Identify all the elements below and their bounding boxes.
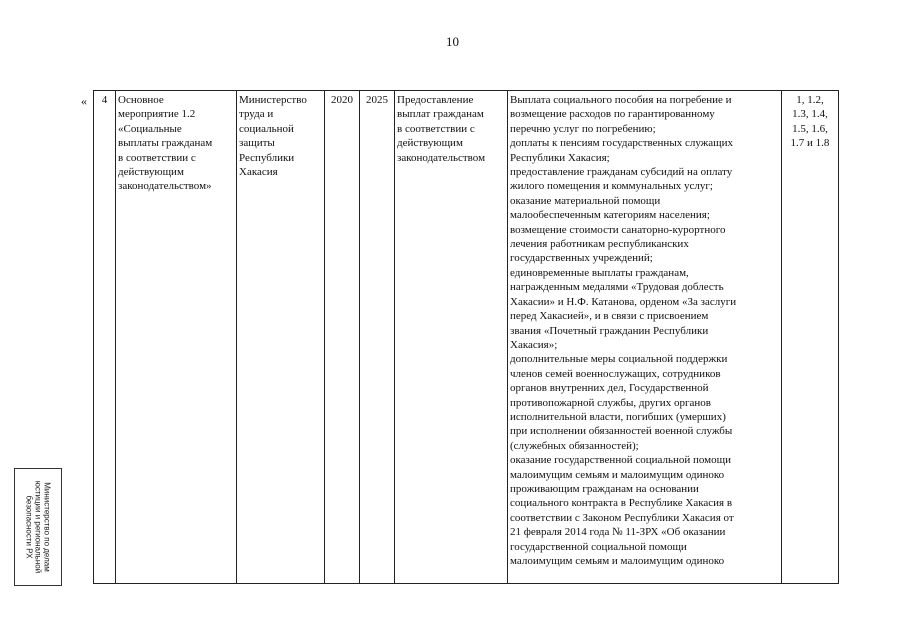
- measure-cell: [116, 91, 237, 584]
- indicators-text: 1, 1.2, 1.3, 1.4, 1.5, 1.6, 1.7 и 1.8: [790, 94, 830, 150]
- directions-cell: [508, 91, 782, 584]
- end-year: 2025: [366, 94, 388, 106]
- indicators-cell: [782, 91, 839, 584]
- start-year-cell: [325, 91, 360, 584]
- measure-text: Основное мероприятие 1.2 «Социальные выплаты гражданам в соответствии с действующим законодательством»: [118, 94, 213, 193]
- executor-text: Министерство труда и социальной защиты Республики Хакасия: [239, 94, 307, 179]
- program-table: [93, 90, 839, 584]
- page-number: 10: [446, 34, 459, 49]
- opening-quote-mark: «: [81, 94, 87, 108]
- directions-text: Выплата социального пособия на погребение и возмещение расходов по гарантированному перечню услуг по погребению; доплаты к пенсиям государственных служащих Республики Хакасия; предоставление гражданам субсидий на оплату жилого помещения и коммунальных услуг; оказание материальной помощи малообеспеченным категориям населения; возмещение стоимости санаторно-курортного лечения работникам республиканских государственных учреждений; единовременные выплаты гражданам, награжденным медалями «Трудовая доблесть Хакасии» и Н.Ф. Катанова, орденом «За заслуги перед Хакасией», и в связи с присвоением звания «Почетный гражданин Республики Хакасия»; дополнительные меры социальной поддержки членов семей военнослужащих, сотрудников органов внутренних дел, Государственной противопожарной службы, других органов исполнительной власти, погибших (умерших) при исполнении обязанностей военной службы (служебных обязанностей); оказание государственной социальной помощи малоимущим семьям и малоимущим одиноко проживающим гражданам на основании социального контракта в Республике Хакасия в соответствии с Законом Республики Хакасия от 21 февраля 2014 года № 11-ЗРХ «Об оказании государственной социальной помощи малоимущим семьям и малоимущим одиноко: [510, 94, 737, 567]
- registration-stamp: [14, 468, 62, 586]
- stamp-text: Министерство по делам юстиции и региональной безопасности РХ: [24, 480, 52, 574]
- executor-cell: [237, 91, 325, 584]
- end-year-cell: [360, 91, 395, 584]
- row-number-cell: [94, 91, 116, 584]
- row-number: 4: [101, 94, 108, 106]
- table-row: [94, 91, 839, 584]
- result-text: Предоставление выплат гражданам в соответствии с действующим законодательством: [397, 94, 486, 164]
- start-year: 2020: [331, 94, 353, 106]
- result-cell: [395, 91, 508, 584]
